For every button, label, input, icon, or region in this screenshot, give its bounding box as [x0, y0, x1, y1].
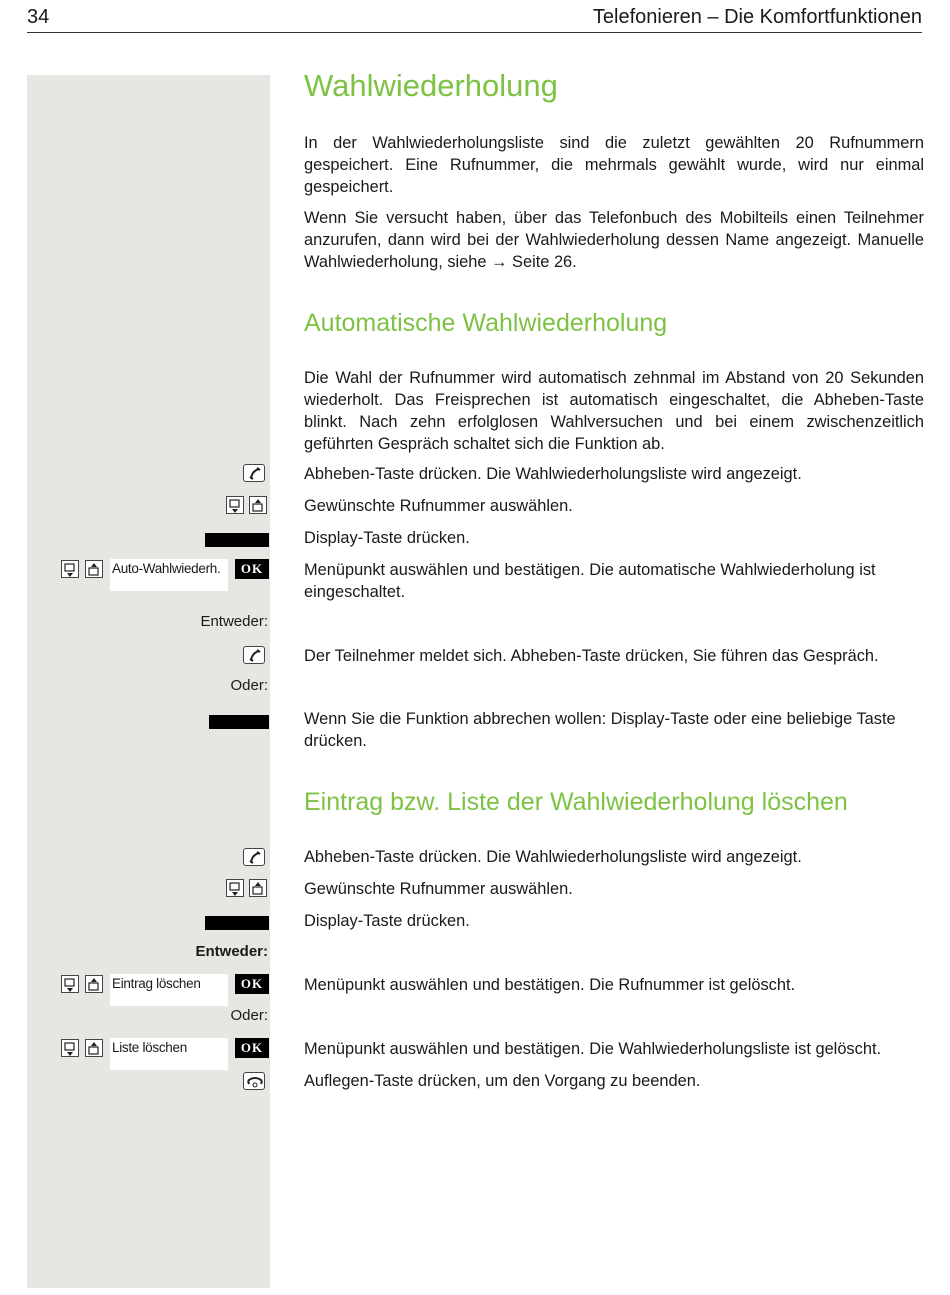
label-or: Oder:: [230, 677, 268, 694]
talk-key-icon: [243, 464, 265, 482]
display-key-icon: [205, 916, 269, 930]
ok-key: OK: [235, 559, 269, 579]
step-display-key-delete: Display-Taste drücken.: [304, 912, 470, 930]
step-delete-entry: Menüpunkt auswählen und bestätigen. Die Rufnummer ist gelöscht.: [304, 976, 796, 994]
step-display-key: Display-Taste drücken.: [304, 529, 470, 547]
step-delete-list: Menüpunkt auswählen und bestätigen. Die Wahlwiederholungsliste ist gelöscht.: [304, 1040, 882, 1058]
display-key-icon: [209, 715, 269, 729]
paragraph-name-display: Wenn Sie versucht haben, über das Telefonbuch des Mobilteils einen Teilnehmer anzurufen, dann wird bei der Wahlwiederholung dessen Name angezeigt. Manuelle Wahlwiederholung, siehe → Seite 26.: [304, 209, 924, 271]
nav-up-icon: [249, 496, 267, 514]
talk-key-icon: [243, 646, 265, 664]
nav-down-icon: [61, 560, 79, 578]
page-header: [27, 6, 922, 33]
paragraph-intro: In der Wahlwiederholungsliste sind die zuletzt gewählten 20 Rufnummern gespeichert. Eine Rufnummer, die mehrmals gewählt wurde, wird nur einmal gespeichert.: [304, 134, 924, 196]
ok-key: OK: [235, 974, 269, 994]
display-key-icon: [205, 533, 269, 547]
page-number: 34: [27, 6, 50, 28]
section-heading-wahlwiederholung: Wahlwiederholung: [304, 68, 558, 103]
nav-up-icon: [85, 975, 103, 993]
nav-down-icon: [226, 879, 244, 897]
nav-down-icon: [61, 1039, 79, 1057]
step-select-number-delete: Gewünschte Rufnummer auswählen.: [304, 880, 573, 898]
nav-up-icon: [85, 1039, 103, 1057]
menu-item-delete-entry: Eintrag löschen: [110, 974, 228, 1006]
ok-key: OK: [235, 1038, 269, 1058]
step-answer: Der Teilnehmer meldet sich. Abheben-Taste drücken, Sie führen das Gespräch.: [304, 647, 879, 665]
step-talk-key-delete: Abheben-Taste drücken. Die Wahlwiederholungsliste wird angezeigt.: [304, 848, 802, 866]
label-either: Entweder:: [200, 613, 268, 630]
step-talk-key: Abheben-Taste drücken. Die Wahlwiederholungsliste wird angezeigt.: [304, 465, 802, 483]
step-activate-auto-redial: Menüpunkt auswählen und bestätigen. Die automatische Wahlwiederholung ist eingeschaltet.: [304, 561, 876, 601]
menu-item-auto-redial: Auto-Wahlwiederh.: [110, 559, 228, 591]
section-heading-auto-redial: Automatische Wahlwiederholung: [304, 309, 668, 337]
step-cancel: Wenn Sie die Funktion abbrechen wollen: Display-Taste oder eine beliebige Taste drücken.: [304, 710, 896, 750]
nav-down-icon: [226, 496, 244, 514]
menu-item-delete-list: Liste löschen: [110, 1038, 228, 1070]
label-either-bold: Entweder:: [195, 943, 268, 960]
talk-key-icon: [243, 848, 265, 866]
nav-up-icon: [85, 560, 103, 578]
step-select-number: Gewünschte Rufnummer auswählen.: [304, 497, 573, 515]
label-or: Oder:: [230, 1007, 268, 1024]
end-call-key-icon: [243, 1072, 265, 1090]
nav-up-icon: [249, 879, 267, 897]
section-heading-delete: Eintrag bzw. Liste der Wahlwiederholung löschen: [304, 788, 848, 816]
page-chapter-title: Telefonieren – Die Komfortfunktionen: [592, 6, 922, 28]
paragraph-auto-redial-intro: Die Wahl der Rufnummer wird automatisch zehnmal im Abstand von 20 Sekunden wiederholt. Das Freisprechen ist automatisch eingeschaltet, die Abheben-Taste blinkt. Nach zehn erfolglosen Wahlversuchen und bei einem zwischenzeitlich geführten Gespräch schaltet sich die Funktion ab.: [304, 369, 924, 453]
nav-down-icon: [61, 975, 79, 993]
step-end: Auflegen-Taste drücken, um den Vorgang zu beenden.: [304, 1072, 701, 1090]
